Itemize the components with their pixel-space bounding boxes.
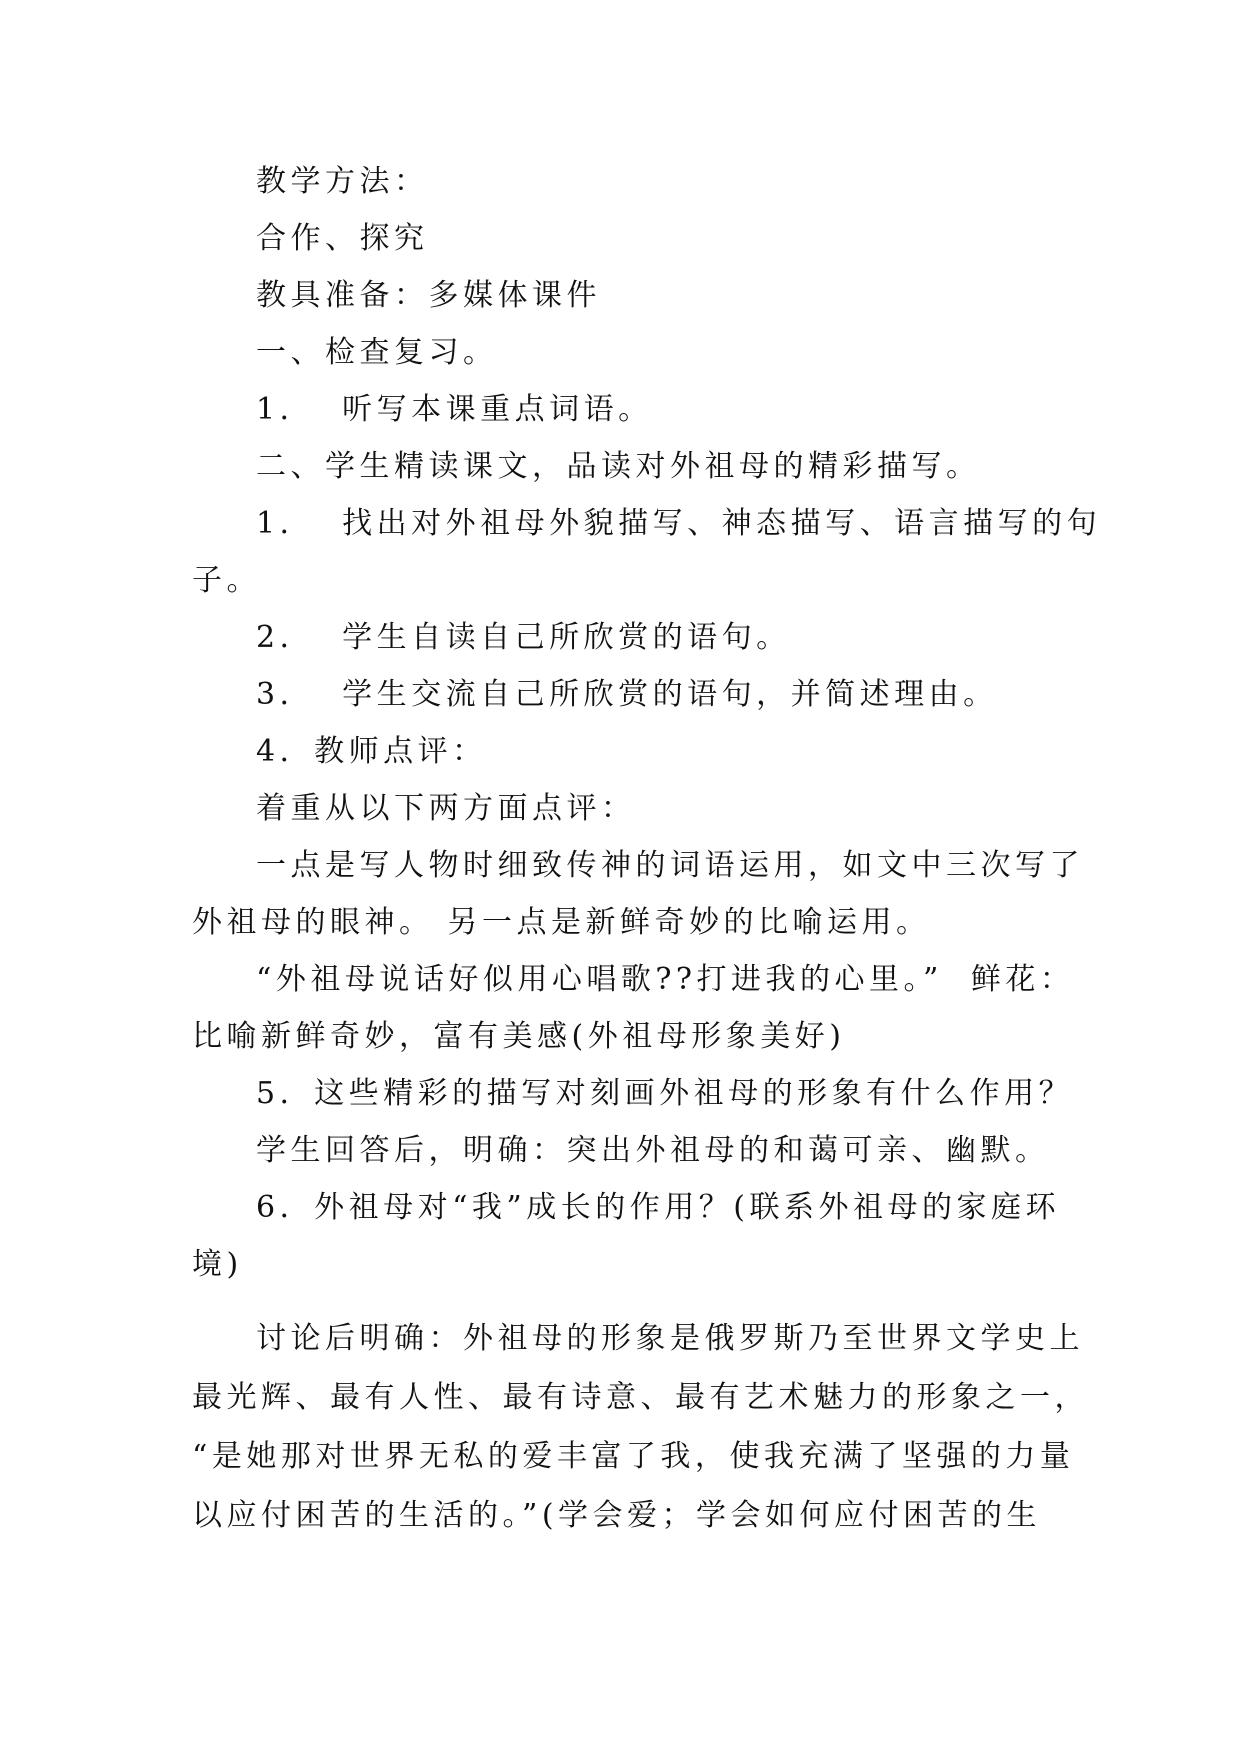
discussion-paragraph-line-3: “是她那对世界无私的爱丰富了我，使我充满了坚强的力量: [192, 1439, 1075, 1474]
comment-paragraph-line-2: 外祖母的眼神。 另一点是新鲜奇妙的比喻运用。: [192, 905, 931, 940]
quote-paragraph-line-1: “外祖母说话好似用心唱歌??打进我的心里。” 鲜花：: [256, 962, 1075, 997]
reading-item-3: 3． 学生交流自己所欣赏的语句，并简述理由。: [256, 677, 998, 712]
quote-paragraph-line-2: 比喻新鲜奇妙，富有美感(外祖母形象美好): [192, 1019, 846, 1054]
answer-paragraph: 学生回答后，明确：突出外祖母的和蔼可亲、幽默。: [256, 1133, 1050, 1168]
reading-item-1: 1． 找出对外祖母外貌描写、神态描写、语言描写的句: [256, 506, 1102, 541]
reading-item-2: 2． 学生自读自己所欣赏的语句。: [256, 620, 791, 655]
discussion-paragraph-line-4: 以应付困苦的生活的。”(学会爱；学会如何应付困苦的生: [192, 1498, 1042, 1533]
reading-item-6-continued: 境): [192, 1247, 243, 1282]
teaching-aids-text: 教具准备：多媒体课件: [256, 278, 601, 313]
teaching-method-text: 合作、探究: [256, 221, 429, 256]
section-heading-review: 一、检查复习。: [256, 335, 498, 370]
heading-teaching-method: 教学方法：: [256, 164, 429, 199]
review-item-1: 1． 听写本课重点词语。: [256, 392, 653, 427]
reading-item-1-continued: 子。: [192, 563, 261, 598]
reading-item-6: 6．外祖母对“我”成长的作用？(联系外祖母的家庭环: [256, 1190, 1060, 1225]
reading-item-4: 4．教师点评：: [256, 734, 487, 769]
discussion-paragraph-line-1: 讨论后明确：外祖母的形象是俄罗斯乃至世界文学史上: [256, 1321, 1084, 1356]
comment-intro: 着重从以下两方面点评：: [256, 791, 636, 826]
section-heading-close-reading: 二、学生精读课文，品读对外祖母的精彩描写。: [256, 449, 981, 484]
discussion-paragraph-line-2: 最光辉、最有人性、最有诗意、最有艺术魅力的形象之一，: [192, 1380, 1089, 1415]
comment-paragraph-line-1: 一点是写人物时细致传神的词语运用，如文中三次写了: [256, 848, 1084, 883]
reading-item-5: 5．这些精彩的描写对刻画外祖母的形象有什么作用？: [256, 1076, 1074, 1111]
